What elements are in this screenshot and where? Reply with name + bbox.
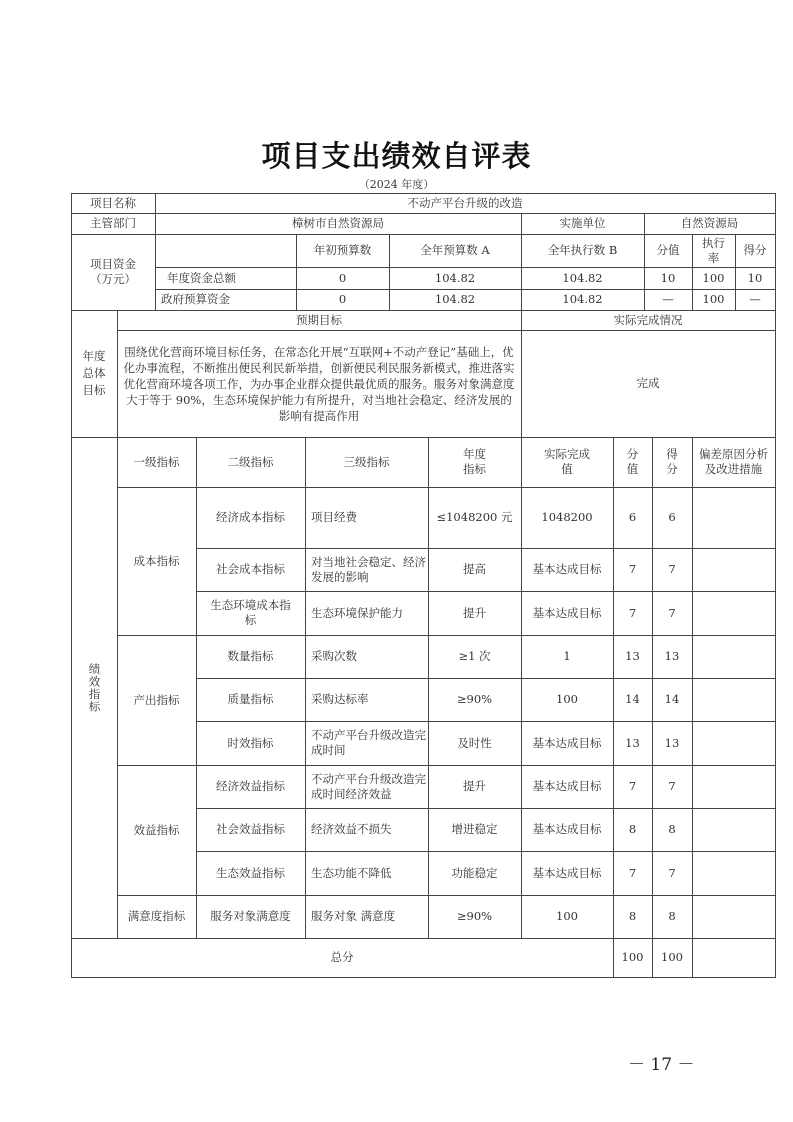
ind-header-actual-value: 实际完成值: [521, 437, 614, 488]
goals-expected-header: 预期目标: [117, 310, 522, 331]
indicator-deviation-cell: [692, 678, 776, 722]
indicator-score-cell: 8: [652, 808, 693, 852]
indicator-level3-cell: 不动产平台升级改造完成时间: [305, 721, 429, 766]
funds-header-blank: [155, 234, 297, 268]
goals-expected-text: 围绕优化营商环境目标任务，在常态化开展“互联网+不动产登记”基础上，优化办事流程，不断推出便民利民新举措，创新便民利民服务新模式，推进落实优化营商环境各项工作，为办事企业群众提供最优质的服务。服务对象满意度大于等于 90%，生态环境保护能力有所提升，对当地社会稳定、经济发展的影响有提高作用: [117, 330, 522, 438]
dept-value: 樟树市自然资源局: [155, 213, 522, 235]
indicator-score-cell: 13: [652, 635, 693, 679]
indicator-actual-cell: 100: [521, 895, 614, 939]
indicator-level3-cell: 项目经费: [305, 487, 429, 549]
impl-unit-value: 自然资源局: [644, 213, 776, 235]
indicator-score-cell: 6: [652, 487, 693, 549]
indicators-section-label: [71, 437, 118, 939]
funds-row-score: 10: [735, 267, 776, 290]
ind-header-level1: 一级指标: [117, 437, 197, 488]
funds-header-annual-a: 全年预算数 A: [389, 234, 522, 268]
indicator-level2-cell: 生态效益指标: [196, 851, 306, 896]
funds-header-exec-b: 全年执行数 B: [521, 234, 645, 268]
goals-actual-header: 实际完成情况: [521, 310, 776, 331]
indicator-score-value-cell: 7: [613, 548, 653, 592]
indicator-actual-cell: 基本达成目标: [521, 548, 614, 592]
indicator-actual-cell: 基本达成目标: [521, 721, 614, 766]
indicator-deviation-cell: [692, 808, 776, 852]
indicator-level2-cell: 经济效益指标: [196, 765, 306, 809]
indicator-deviation-cell: [692, 851, 776, 896]
funds-row-score-value: —: [644, 289, 693, 311]
indicator-actual-cell: 基本达成目标: [521, 808, 614, 852]
funds-row-name: 政府预算资金: [155, 289, 297, 311]
indicator-level3-cell: 采购达标率: [305, 678, 429, 722]
ind-header-score: 得分: [652, 437, 693, 488]
funds-row-exec-b: 104.82: [521, 267, 645, 290]
indicator-score-cell: 7: [652, 765, 693, 809]
indicator-score-value-cell: 7: [613, 851, 653, 896]
funds-row-exec-rate: 100: [692, 289, 736, 311]
indicator-level2-cell: 数量指标: [196, 635, 306, 679]
indicator-score-value-cell: 14: [613, 678, 653, 722]
ind-level1-output: 产出指标: [117, 635, 197, 766]
total-deviation: [692, 938, 776, 978]
indicator-score-value-cell: 13: [613, 635, 653, 679]
indicator-score-value-cell: 13: [613, 721, 653, 766]
indicator-target-cell: 提高: [428, 548, 522, 592]
funds-row-name: 年度资金总额: [155, 267, 297, 290]
document-title: 项目支出绩效自评表: [261, 139, 532, 173]
indicator-score-value-cell: 8: [613, 895, 653, 939]
project-name-value: 不动产平台升级的改造: [155, 193, 776, 214]
funds-label-line1: 项目资金: [90, 257, 136, 271]
indicator-score-cell: 7: [652, 591, 693, 636]
indicator-target-cell: 提升: [428, 765, 522, 809]
indicator-level2-cell: 经济成本指标: [196, 487, 306, 549]
indicator-deviation-cell: [692, 721, 776, 766]
indicator-level3-cell: 生态环境保护能力: [305, 591, 429, 636]
indicator-target-cell: ≥1 次: [428, 635, 522, 679]
funds-row-initial: 0: [296, 267, 390, 290]
indicator-target-cell: 提升: [428, 591, 522, 636]
funds-label: [71, 234, 156, 311]
indicator-level2-cell: 社会效益指标: [196, 808, 306, 852]
funds-header-score-value: 分值: [644, 234, 693, 268]
indicator-deviation-cell: [692, 548, 776, 592]
indicator-score-cell: 7: [652, 548, 693, 592]
funds-row-score: —: [735, 289, 776, 311]
indicator-score-cell: 7: [652, 851, 693, 896]
ind-header-deviation: 偏差原因分析及改进措施: [692, 437, 776, 488]
indicator-actual-cell: 基本达成目标: [521, 765, 614, 809]
indicator-score-cell: 8: [652, 895, 693, 939]
document-subtitle: （2024 年度）: [358, 178, 435, 191]
goals-label-text: 年度总体目标: [82, 349, 106, 397]
indicators-section-label-text: 绩效指标: [87, 662, 102, 713]
indicator-deviation-cell: [692, 765, 776, 809]
indicator-deviation-cell: [692, 895, 776, 939]
dept-label: 主管部门: [71, 213, 156, 235]
indicator-level3-cell: 服务对象 满意度: [305, 895, 429, 939]
funds-row-exec-rate: 100: [692, 267, 736, 290]
total-label: 总分: [71, 938, 614, 978]
indicator-target-cell: ≥90%: [428, 678, 522, 722]
indicator-score-cell: 13: [652, 721, 693, 766]
page-number: － 17 －: [628, 1055, 695, 1075]
funds-header-score: 得分: [735, 234, 776, 268]
indicator-target-cell: 功能稳定: [428, 851, 522, 896]
indicator-deviation-cell: [692, 487, 776, 549]
indicator-target-cell: 增进稳定: [428, 808, 522, 852]
funds-header-initial: 年初预算数: [296, 234, 390, 268]
indicator-target-cell: ≥90%: [428, 895, 522, 939]
indicator-level2-cell: 质量指标: [196, 678, 306, 722]
funds-row-initial: 0: [296, 289, 390, 311]
ind-header-annual-target: 年度指标: [428, 437, 522, 488]
indicator-level3-cell: 不动产平台升级改造完成时间经济效益: [305, 765, 429, 809]
indicator-target-cell: 及时性: [428, 721, 522, 766]
total-score: 100: [652, 938, 693, 978]
funds-row-score-value: 10: [644, 267, 693, 290]
indicator-score-value-cell: 7: [613, 765, 653, 809]
indicator-score-cell: 14: [652, 678, 693, 722]
indicator-level2-cell: 社会成本指标: [196, 548, 306, 592]
indicator-score-value-cell: 8: [613, 808, 653, 852]
funds-header-exec-rate: 执行率: [692, 234, 736, 268]
indicator-actual-cell: 1048200: [521, 487, 614, 549]
funds-label-line2: （万元）: [90, 272, 136, 286]
indicator-level3-cell: 生态功能不降低: [305, 851, 429, 896]
indicator-deviation-cell: [692, 635, 776, 679]
indicator-level3-cell: 经济效益不损失: [305, 808, 429, 852]
indicator-score-value-cell: 7: [613, 591, 653, 636]
indicator-level2-cell: 服务对象满意度: [196, 895, 306, 939]
goals-actual-text: 完成: [521, 330, 776, 438]
ind-level1-benefit: 效益指标: [117, 765, 197, 896]
indicator-actual-cell: 1: [521, 635, 614, 679]
indicator-deviation-cell: [692, 591, 776, 636]
indicator-level3-cell: 采购次数: [305, 635, 429, 679]
ind-header-level2: 二级指标: [196, 437, 306, 488]
funds-row-annual-a: 104.82: [389, 267, 522, 290]
indicator-actual-cell: 基本达成目标: [521, 851, 614, 896]
project-name-label: 项目名称: [71, 193, 156, 214]
indicator-level2-cell: 生态环境成本指标: [196, 591, 306, 636]
funds-row-annual-a: 104.82: [389, 289, 522, 311]
indicator-target-cell: ≤1048200 元: [428, 487, 522, 549]
ind-level1-cost: 成本指标: [117, 487, 197, 636]
impl-unit-label: 实施单位: [521, 213, 645, 235]
goals-label: [71, 310, 118, 438]
indicator-level2-cell: 时效指标: [196, 721, 306, 766]
funds-row-exec-b: 104.82: [521, 289, 645, 311]
indicator-actual-cell: 100: [521, 678, 614, 722]
ind-header-level3: 三级指标: [305, 437, 429, 488]
ind-header-score-value: 分值: [613, 437, 653, 488]
indicator-actual-cell: 基本达成目标: [521, 591, 614, 636]
total-score-value: 100: [613, 938, 653, 978]
ind-level1-satisfaction: 满意度指标: [117, 895, 197, 939]
indicator-score-value-cell: 6: [613, 487, 653, 549]
indicator-level3-cell: 对当地社会稳定、经济发展的影响: [305, 548, 429, 592]
